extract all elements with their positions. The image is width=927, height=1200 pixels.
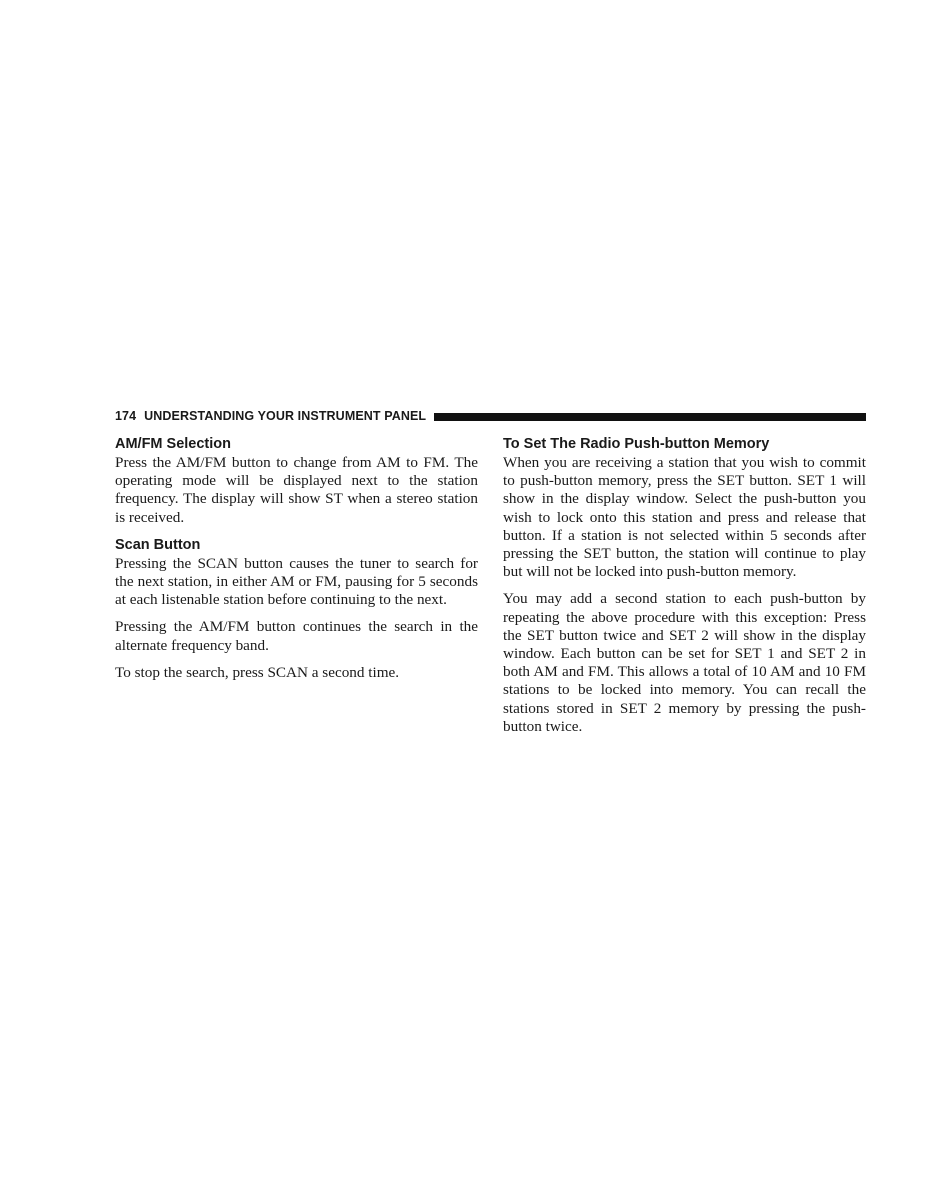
page-number: 174 xyxy=(115,409,137,423)
memory-paragraph-1: When you are receiving a station that you wish to commit to push-button memory, press the SET button. SET 1 will show in the display window. Select the push-button you wish to lock onto this station and press and release that button. If a station is not selected within 5 seconds after pressing the SET button, the station will continue to play but will not be locked into push-button memory. xyxy=(503,454,866,581)
amfm-selection-heading: AM/FM Selection xyxy=(115,436,232,452)
scan-paragraph-3: To stop the search, press SCAN a second time. xyxy=(115,663,400,681)
push-button-memory-heading: To Set The Radio Push-button Memory xyxy=(503,436,770,452)
page-header xyxy=(115,408,866,424)
scan-paragraph-2: Pressing the AM/FM button continues the search in the alternate frequency band. xyxy=(115,618,478,654)
left-column xyxy=(115,435,478,682)
section-title: UNDERSTANDING YOUR INSTRUMENT PANEL xyxy=(144,409,427,423)
header-rule xyxy=(434,413,866,421)
scan-paragraph-1: Pressing the SCAN button causes the tuner to search for the next station, in either AM or FM, pausing for 5 seconds at each listenable station before continuing to the next. xyxy=(115,554,478,609)
scan-button-heading: Scan Button xyxy=(115,536,201,553)
amfm-selection-paragraph: Press the AM/FM button to change from AM to FM. The operating mode will be displayed next to the station frequency. The display will show ST when a stereo station is received. xyxy=(115,454,478,526)
memory-paragraph-2: You may add a second station to each push-button by repeating the above procedure with this exception: Press the SET button twice and SET 2 will show in the display window. Each button can be set for SET 1 and SET 2 in both AM and FM. This allows a total of 10 AM and 10 FM stations to be locked into memory. You can recall the stations stored in SET 2 memory by pressing the push-button twice. xyxy=(503,590,866,735)
right-column xyxy=(503,435,866,736)
